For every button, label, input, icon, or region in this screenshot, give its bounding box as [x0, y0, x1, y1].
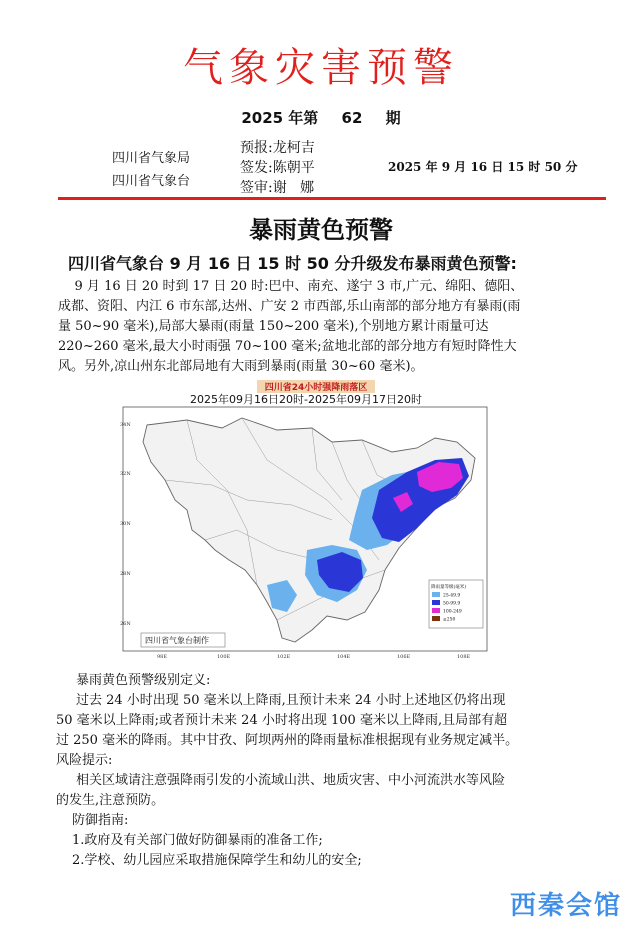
- x-tick-label: 102E: [277, 654, 291, 660]
- legend-label: 50-99.9: [443, 601, 461, 607]
- warning-subheading: 四川省气象台 9 月 16 日 15 时 50 分升级发布暴雨黄色预警:: [68, 254, 517, 273]
- y-tick-label: 26N: [120, 621, 131, 627]
- y-tick-label: 30N: [120, 521, 131, 527]
- risk-line: 的发生,注意预防。: [56, 793, 165, 808]
- body-line: 风。另外,凉山州东北部局地有大雨到暴雨(雨量 30~60 毫米)。: [58, 359, 424, 374]
- legend-swatch: [432, 608, 440, 613]
- watermark: 西秦会馆: [510, 891, 623, 921]
- y-tick-label: 32N: [120, 471, 131, 477]
- definition-line: 过去 24 小时出现 50 毫米以上降雨,且预计未来 24 小时上述地区仍将出现: [76, 693, 506, 708]
- legend-swatch: [432, 616, 440, 621]
- signature-name: 陈朝平: [272, 160, 315, 176]
- rainfall-map: [117, 380, 495, 660]
- legend-label: ≥250: [443, 617, 456, 623]
- signature-name: 龙柯吉: [272, 140, 315, 156]
- x-tick-label: 106E: [397, 654, 411, 660]
- defense-item: 2.学校、幼儿园应采取措施保障学生和幼儿的安全;: [72, 853, 362, 868]
- map-credit: 四川省气象台制作: [145, 636, 209, 645]
- issued-datetime: 2025 年 9 月 16 日 15 时 50 分: [388, 160, 578, 174]
- body-line: 量 50~90 毫米),局部大暴雨(雨量 150~200 毫米),个别地方累计雨量可达: [58, 319, 489, 334]
- defense-title: 防御指南:: [72, 813, 129, 828]
- y-tick-label: 34N: [120, 422, 131, 428]
- body-line: 9 月 16 日 20 时到 17 日 20 时:巴中、南充、遂宁 3 市,广元、绵阳、德阳、: [58, 279, 524, 294]
- legend-title: 降雨量等级(毫米): [431, 585, 467, 590]
- legend-label: 25-49.9: [443, 593, 461, 599]
- map-period: 2025年09月16日20时-2025年09月17日20时: [190, 393, 422, 406]
- issue-number: [0, 107, 642, 128]
- x-tick-label: 108E: [457, 654, 471, 660]
- warning-body: [58, 277, 586, 377]
- x-tick-label: 98E: [157, 654, 168, 660]
- red-divider: [58, 197, 606, 200]
- issue-suffix: 期: [385, 109, 401, 127]
- signature-reviewer: [240, 177, 314, 197]
- body-line: 220~260 毫米,最大小时雨强 70~100 毫米;盆地北部的部分地方有短时降性大: [58, 339, 517, 354]
- issuer-bureau: 四川省气象局: [112, 151, 191, 166]
- issue-year: 2025 年第: [241, 109, 319, 127]
- map-header: 四川省24小时强降雨落区: [264, 383, 368, 393]
- signature-label: 签发:: [240, 160, 273, 176]
- signature-name: 谢 娜: [272, 180, 315, 196]
- definition-line: 过 250 毫米的降雨。其中甘孜、阿坝两州的降雨量标准根据现有业务规定减半。: [56, 733, 519, 748]
- risk-line: 相关区域请注意强降雨引发的小流域山洪、地质灾害、中小河流洪水等风险: [76, 773, 506, 788]
- definition-title: 暴雨黄色预警级别定义:: [76, 673, 211, 688]
- issue-number-value: 62: [341, 109, 363, 127]
- signature-label: 预报:: [240, 140, 273, 156]
- x-tick-label: 104E: [337, 654, 351, 660]
- warning-heading: 暴雨黄色预警: [249, 216, 393, 244]
- signature-label: 签审:: [240, 180, 273, 196]
- y-tick-label: 28N: [120, 571, 131, 577]
- defense-item: 1.政府及有关部门做好防御暴雨的准备工作;: [72, 833, 323, 848]
- legend-swatch: [432, 600, 440, 605]
- document-title: 气象灾害预警: [183, 45, 459, 91]
- legend-label: 100-249: [443, 609, 462, 615]
- risk-title: 风险提示:: [56, 753, 113, 768]
- body-line: 成都、资阳、内江 6 市东部,达州、广安 2 市西部,乐山南部的部分地方有暴雨(雨: [58, 299, 521, 314]
- issuer-observatory: 四川省气象台: [112, 174, 191, 189]
- legend-swatch: [432, 592, 440, 597]
- signature-forecast: [240, 137, 315, 157]
- definition-line: 50 毫米以上降雨;或者预计未来 24 小时将出现 100 毫米以上降雨,且局部有超: [56, 713, 508, 728]
- x-tick-label: 100E: [217, 654, 231, 660]
- signature-issuer: [240, 157, 315, 177]
